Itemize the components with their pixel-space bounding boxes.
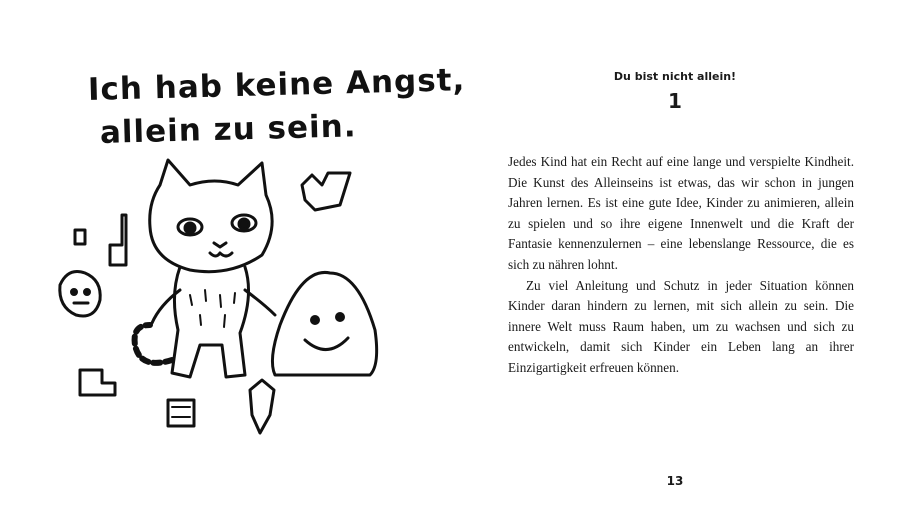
headline-line-1: Ich hab keine Angst, [87, 62, 466, 108]
cat-body [172, 267, 249, 377]
paragraph-2: Zu viel Anleitung und Schutz in jeder Situation können Kinder daran hindern zu lernen, mit sich allein zu sein. Die innere Welt muss Raum haben, um zu wachsen und sich zu entwickeln, damit sich Kinder ein Leben lang an ihrer Einzigartigkeit erfreuen können. [508, 277, 854, 375]
cat-illustration [40, 155, 420, 455]
paragraph-1: Jedes Kind hat ein Recht auf eine lange und verspielte Kindheit. Die Kunst des Alleinseins ist etwas, das wir schon in jungen Jahren lernen. Es ist eine gute Idee, Kinder zu animieren, allein zu spielen und so ihre eigene Innenwelt und die Kraft der Fantasie kennenzulernen – eine lebenslange Ressource, die es sich zu nähren lohnt. [508, 154, 854, 272]
chapter-label: Du bist nicht allein! [613, 70, 737, 83]
chapter-number: 1 [668, 89, 682, 113]
right-page [450, 0, 900, 528]
small-creature-left [60, 272, 100, 317]
body-text [508, 152, 854, 379]
blob-creature [272, 272, 376, 375]
page-number: 13 [666, 474, 684, 488]
headline-line-2: allein zu sein. [99, 108, 357, 151]
